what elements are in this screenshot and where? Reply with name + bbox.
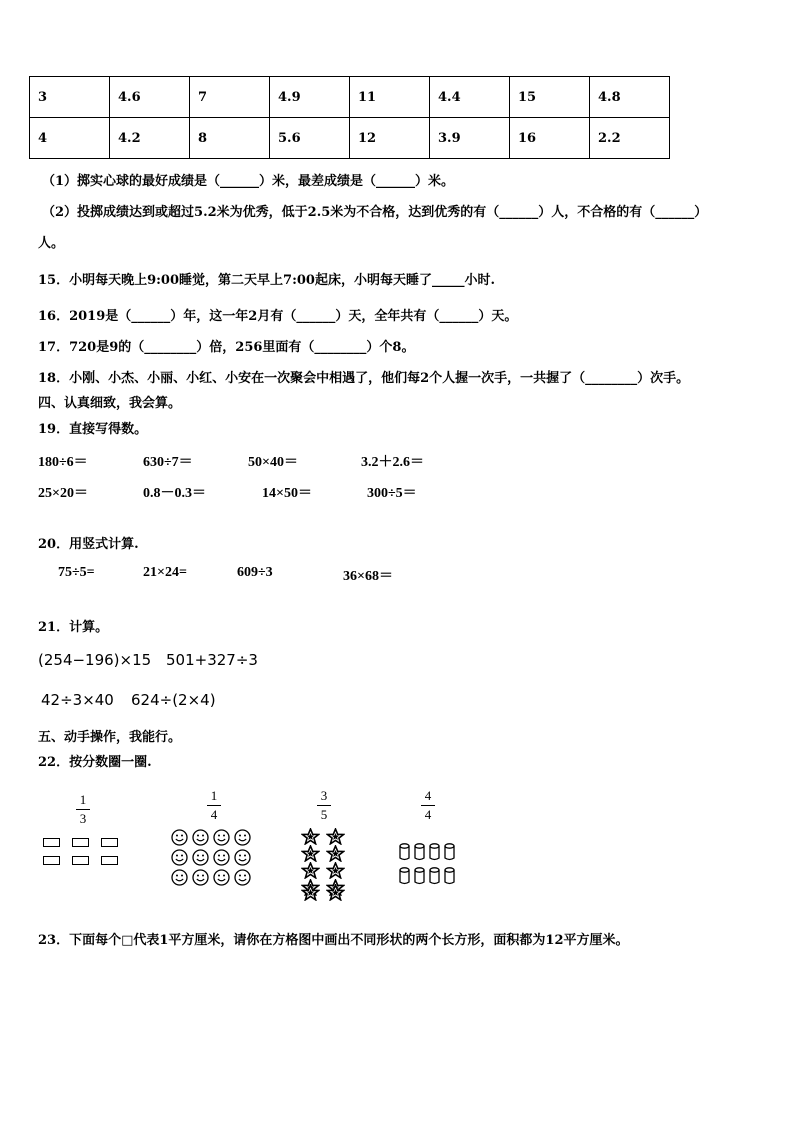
fraction-bar — [421, 805, 435, 806]
star-icon — [301, 884, 320, 901]
vertical-calc-item: 609÷3 — [237, 565, 273, 580]
fraction-numerator: 1 — [210, 788, 218, 803]
table-cell: 4.4 — [430, 77, 510, 118]
expression-item: 501+327÷3 — [166, 651, 258, 669]
fraction-bar — [207, 805, 221, 806]
table-cell: 11 — [350, 77, 430, 118]
question-16: 16．2019是（______）年，这一年2月有（______）天，全年共有（______）天。 — [38, 309, 518, 324]
question-15: 15．小明每天晚上9:00睡觉，第二天早上7:00起床，小明每天睡了_____小时. — [38, 273, 495, 288]
smiley-icon — [171, 829, 188, 846]
section-5-heading: 五、动手操作，我能行。 — [38, 730, 182, 745]
rectangle-icon — [101, 838, 118, 847]
calc-item: 14×50＝ — [262, 486, 312, 501]
question-19: 19．直接写得数。 — [38, 422, 148, 437]
question-21: 21．计算。 — [38, 620, 109, 635]
smiley-icon — [234, 829, 251, 846]
table-row — [30, 118, 670, 159]
calc-item: 50×40＝ — [248, 455, 298, 470]
table-cell: 4.6 — [110, 77, 190, 118]
table-cell: 4.9 — [270, 77, 350, 118]
fraction-one-third — [73, 792, 93, 827]
fraction-four-fourths — [418, 788, 438, 823]
question-20: 20．用竖式计算. — [38, 537, 139, 552]
cylinder-icon — [444, 867, 455, 885]
table-cell: 3 — [30, 77, 110, 118]
q14-part2: （2）投掷成绩达到或超过5.2米为优秀，低于2.5米为不合格，达到优秀的有（______）人，不合格的有（______） — [42, 205, 708, 220]
fraction-denominator: 4 — [424, 807, 432, 822]
table-cell: 8 — [190, 118, 270, 159]
table-cell: 4 — [30, 118, 110, 159]
question-22: 22．按分数圈一圈. — [38, 755, 152, 770]
fraction-denominator: 4 — [210, 807, 218, 822]
vertical-calc-item: 21×24= — [143, 565, 187, 580]
table-cell: 7 — [190, 77, 270, 118]
smiley-icon — [234, 849, 251, 866]
rectangle-icon — [43, 856, 60, 865]
cylinder-icon — [399, 843, 410, 861]
star-icon — [326, 884, 345, 901]
rectangle-icon — [101, 856, 118, 865]
fraction-numerator: 4 — [424, 788, 432, 803]
table-cell: 16 — [510, 118, 590, 159]
calc-item: 300÷5＝ — [367, 486, 417, 501]
cylinder-icon — [414, 867, 425, 885]
q14-part1: （1）掷实心球的最好成绩是（______）米，最差成绩是（______）米。 — [42, 174, 455, 189]
question-23: 23．下面每个□代表1平方厘米，请你在方格图中画出不同形状的两个长方形，面积都为12平方厘米。 — [38, 933, 629, 948]
expression-item: 42÷3×40 — [41, 691, 114, 709]
smiley-icon — [171, 849, 188, 866]
smiley-icon — [192, 849, 209, 866]
smiley-icon — [192, 829, 209, 846]
star-icon — [326, 845, 345, 862]
fraction-denominator: 3 — [79, 811, 87, 826]
table-cell: 2.2 — [590, 118, 670, 159]
fraction-bar — [76, 809, 90, 810]
smiley-icon — [192, 869, 209, 886]
cylinder-icon — [414, 843, 425, 861]
cylinder-icon — [429, 843, 440, 861]
cylinder-icon — [399, 867, 410, 885]
cylinder-icon — [444, 843, 455, 861]
table-cell: 5.6 — [270, 118, 350, 159]
fraction-one-fourth — [204, 788, 224, 823]
smiley-icon — [171, 869, 188, 886]
rectangle-icon — [72, 856, 89, 865]
calc-item: 630÷7＝ — [143, 455, 193, 470]
table-row — [30, 77, 670, 118]
score-table — [29, 76, 670, 159]
question-17: 17．720是9的（________）倍，256里面有（________）个8。 — [38, 340, 415, 355]
rectangle-icon — [43, 838, 60, 847]
section-4-heading: 四、认真细致，我会算。 — [38, 396, 182, 411]
calc-item: 25×20＝ — [38, 486, 88, 501]
table-cell: 4.8 — [590, 77, 670, 118]
star-icon — [326, 862, 345, 879]
fraction-numerator: 3 — [320, 788, 328, 803]
star-icon — [301, 845, 320, 862]
vertical-calc-item: 75÷5= — [58, 565, 95, 580]
table-cell: 12 — [350, 118, 430, 159]
expression-item: (254−196)×15 — [38, 651, 152, 669]
star-icon — [326, 828, 345, 845]
fraction-three-fifths — [314, 788, 334, 823]
smiley-icon — [213, 849, 230, 866]
star-icon — [301, 828, 320, 845]
calc-item: 0.8－0.3＝ — [143, 486, 206, 501]
smiley-icon — [213, 829, 230, 846]
fraction-denominator: 5 — [320, 807, 328, 822]
table-cell: 3.9 — [430, 118, 510, 159]
expression-item: 624÷(2×4) — [131, 691, 216, 709]
rectangle-icon — [72, 838, 89, 847]
smiley-icon — [234, 869, 251, 886]
table-cell: 15 — [510, 77, 590, 118]
vertical-calc-item: 36×68＝ — [343, 569, 393, 584]
star-icon — [301, 862, 320, 879]
table-cell: 4.2 — [110, 118, 190, 159]
fraction-bar — [317, 805, 331, 806]
q14-part2-end: 人。 — [38, 236, 65, 251]
calc-item: 3.2＋2.6＝ — [361, 455, 424, 470]
smiley-icon — [213, 869, 230, 886]
cylinder-icon — [429, 867, 440, 885]
question-18: 18．小刚、小杰、小丽、小红、小安在一次聚会中相遇了，他们每2个人握一次手，一共握了（________）次手。 — [38, 371, 690, 386]
calc-item: 180÷6＝ — [38, 455, 88, 470]
fraction-numerator: 1 — [79, 792, 87, 807]
